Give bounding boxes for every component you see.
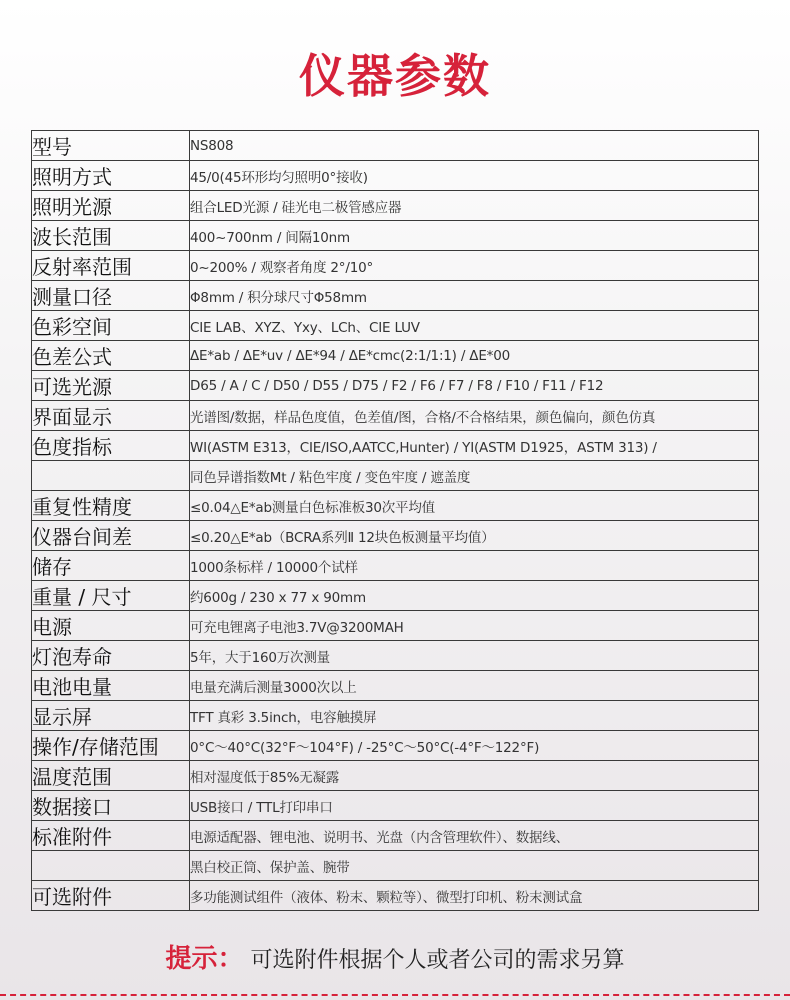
row-value: 黑白校正筒、保护盖、腕带 [190, 851, 759, 881]
table-row [32, 671, 759, 701]
row-value: Φ8mm / 积分球尺寸Φ58mm [190, 281, 759, 311]
row-label: 照明光源 [32, 191, 190, 221]
row-value: ΔE*ab / ΔE*uv / ΔE*94 / ΔE*cmc(2:1/1:1) / ΔE*00 [190, 341, 759, 371]
table-row [32, 311, 759, 341]
row-value: ≤0.04△E*ab测量白色标准板30次平均值 [190, 491, 759, 521]
table-row [32, 191, 759, 221]
row-label: 色度指标 [32, 431, 190, 461]
row-value: 5年，大于160万次测量 [190, 641, 759, 671]
row-label: 色彩空间 [32, 311, 190, 341]
row-label: 电池电量 [32, 671, 190, 701]
table-row [32, 431, 759, 461]
table-row [32, 851, 759, 881]
row-value: 45/0(45环形均匀照明0°接收) [190, 161, 759, 191]
table-row [32, 701, 759, 731]
row-label: 数据接口 [32, 791, 190, 821]
table-row [32, 521, 759, 551]
table-row [32, 491, 759, 521]
table-row [32, 371, 759, 401]
row-value: 可充电锂离子电池3.7V@3200MAH [190, 611, 759, 641]
row-value: 多功能测试组件（液体、粉末、颗粒等）、微型打印机、粉末测试盒 [190, 881, 759, 911]
row-value: 相对湿度低于85%无凝露 [190, 761, 759, 791]
row-value: 同色异谱指数Mt / 粘色牢度 / 变色牢度 / 遮盖度 [190, 461, 759, 491]
table-row [32, 821, 759, 851]
row-value: ≤0.20△E*ab（BCRA系列Ⅱ 12块色板测量平均值） [190, 521, 759, 551]
table-row [32, 731, 759, 761]
footer-note [0, 938, 790, 975]
table-row [32, 461, 759, 491]
row-label: 标准附件 [32, 821, 190, 851]
table-row [32, 791, 759, 821]
row-label: 测量口径 [32, 281, 190, 311]
table-row [32, 281, 759, 311]
spec-table [31, 130, 759, 911]
page-title: 仪器参数 [299, 49, 491, 103]
row-label: 波长范围 [32, 221, 190, 251]
row-value: TFT 真彩 3.5inch，电容触摸屏 [190, 701, 759, 731]
table-row [32, 251, 759, 281]
row-value: 0~200% / 观察者角度 2°/10° [190, 251, 759, 281]
table-row [32, 221, 759, 251]
table-row [32, 581, 759, 611]
row-label: 操作/存储范围 [32, 731, 190, 761]
row-label: 照明方式 [32, 161, 190, 191]
row-label: 反射率范围 [32, 251, 190, 281]
table-row [32, 161, 759, 191]
row-label: 重量 / 尺寸 [32, 581, 190, 611]
table-row [32, 761, 759, 791]
row-value: 1000条标样 / 10000个试样 [190, 551, 759, 581]
row-value: NS808 [190, 131, 759, 161]
table-row [32, 641, 759, 671]
row-value: 电量充满后测量3000次以上 [190, 671, 759, 701]
table-row [32, 611, 759, 641]
row-label: 温度范围 [32, 761, 190, 791]
row-label: 电源 [32, 611, 190, 641]
table-row [32, 341, 759, 371]
row-value: CIE LAB、XYZ、Yxy、LCh、CIE LUV [190, 311, 759, 341]
row-label: 可选附件 [32, 881, 190, 911]
row-label: 型号 [32, 131, 190, 161]
row-value: 0°C～40°C(32°F～104°F) / -25°C～50°C(-4°F～122°F) [190, 731, 759, 761]
row-label [32, 851, 190, 881]
table-row [32, 401, 759, 431]
table-row [32, 131, 759, 161]
row-value: 电源适配器、锂电池、说明书、光盘（内含管理软件）、数据线、 [190, 821, 759, 851]
row-label: 储存 [32, 551, 190, 581]
row-label: 界面显示 [32, 401, 190, 431]
row-value: 约600g / 230 x 77 x 90mm [190, 581, 759, 611]
dashed-divider [0, 994, 790, 996]
row-value: 400~700nm / 间隔10nm [190, 221, 759, 251]
row-label: 显示屏 [32, 701, 190, 731]
row-value: USB接口 / TTL打印串口 [190, 791, 759, 821]
hint-text: 可选附件根据个人或者公司的需求另算 [250, 948, 625, 973]
row-label: 可选光源 [32, 371, 190, 401]
row-value: 光谱图/数据，样品色度值，色差值/图，合格/不合格结果，颜色偏向，颜色仿真 [190, 401, 759, 431]
hint-label: 提示： [165, 944, 244, 974]
row-value: 组合LED光源 / 硅光电二极管感应器 [190, 191, 759, 221]
row-label: 重复性精度 [32, 491, 190, 521]
row-label: 色差公式 [32, 341, 190, 371]
row-label: 仪器台间差 [32, 521, 190, 551]
table-row [32, 551, 759, 581]
row-value: WI(ASTM E313，CIE/ISO,AATCC,Hunter) / YI(ASTM D1925，ASTM 313) / [190, 431, 759, 461]
row-label [32, 461, 190, 491]
row-label: 灯泡寿命 [32, 641, 190, 671]
table-row [32, 881, 759, 911]
row-value: D65 / A / C / D50 / D55 / D75 / F2 / F6 / F7 / F8 / F10 / F11 / F12 [190, 371, 759, 401]
